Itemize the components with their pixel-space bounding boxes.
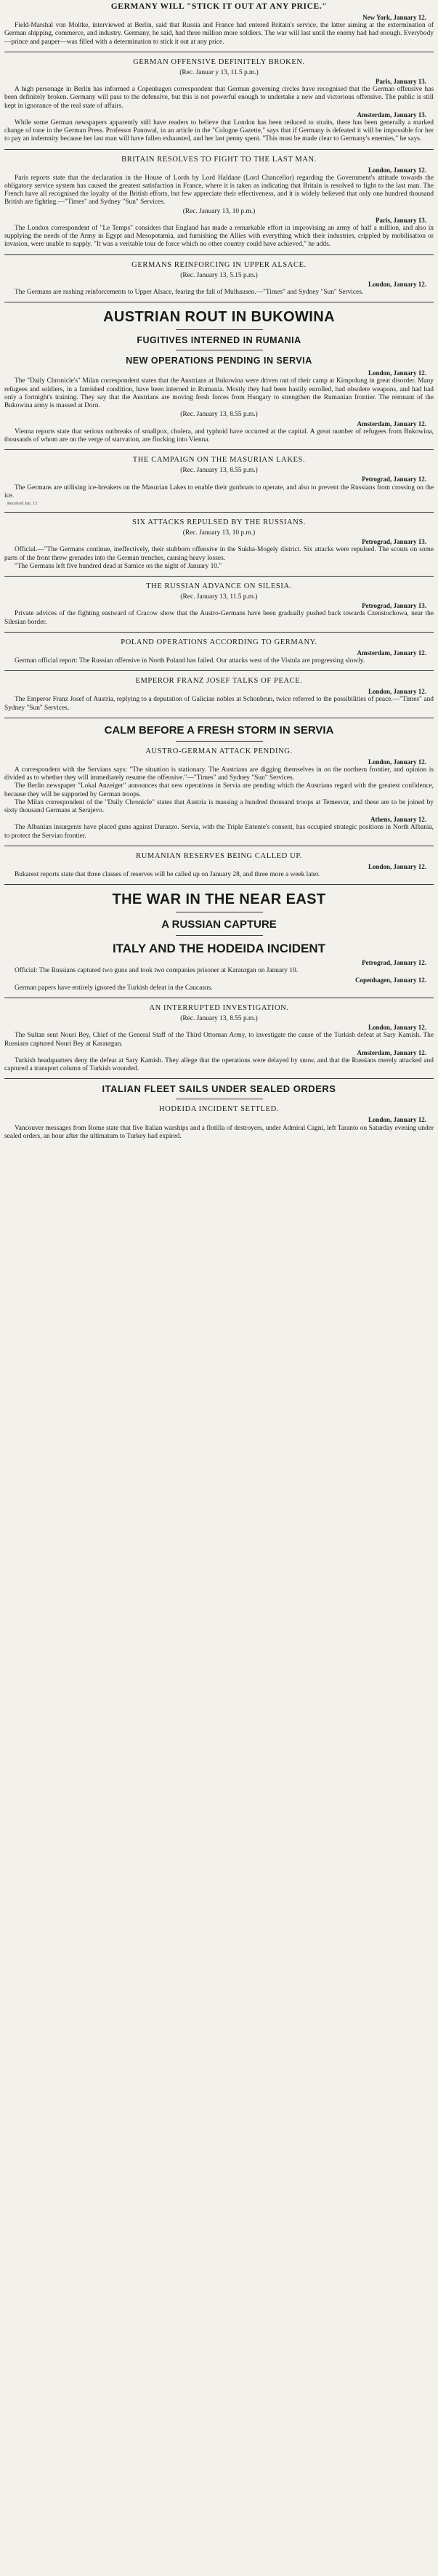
section-rule bbox=[4, 254, 434, 255]
headline-rumanian-reserves: RUMANIAN RESERVES BEING CALLED UP. bbox=[136, 851, 302, 860]
subheadline-russian-capture: A RUSSIAN CAPTURE bbox=[161, 918, 277, 931]
subheadline-italy-hodeida: ITALY AND THE HODEIDA INCIDENT bbox=[112, 942, 326, 956]
dateline: Petrograd, January 12. bbox=[362, 959, 426, 967]
subheadline-fugitives: FUGITIVES INTERNED IN RUMANIA bbox=[137, 335, 301, 346]
dateline: Amsterdam, January 12. bbox=[357, 420, 426, 428]
dateline: London, January 12. bbox=[368, 862, 426, 870]
article-paragraph: The Berlin newspaper "Lokal Anzeiger" announces that new operations in Servia are pending which the Austrians regard with the greatest confidence, because they will be supported by German troops. bbox=[4, 782, 434, 798]
article-paragraph: The Milan correspondent of the "Daily Chronicle" states that Austria is massing a hundred thousand troops at Temesvar, and these are to be joined by sixty thousand Germans at Serajevo. bbox=[4, 798, 434, 814]
article-paragraph: "The Germans left five hundred dead at Samice on the night of January 10." bbox=[15, 562, 222, 570]
section-rule bbox=[4, 149, 434, 150]
received-stamp: Received Jan. 13 bbox=[7, 501, 37, 506]
received-line: (Rec. January 13, 11.5 p.m.) bbox=[180, 593, 258, 601]
short-rule bbox=[176, 741, 263, 742]
received-line: (Rec. January 13, 10 p.m.) bbox=[182, 529, 256, 537]
dateline: London, January 12. bbox=[368, 1024, 426, 1032]
subheadline-attack-pending: AUSTRO-GERMAN ATTACK PENDING. bbox=[145, 747, 293, 755]
headline-six-attacks: SIX ATTACKS REPULSED BY THE RUSSIANS. bbox=[132, 518, 306, 526]
article-paragraph: Vancouver messages from Rome state that five Italian warships and a flotilla of destroyers, under Admiral Cagni, left Taranto on Saturday evening under sealed orders, an hour after the ultimatum to Turkey had expired. bbox=[4, 1124, 434, 1140]
article-paragraph: The Germans are rushing reinforcements to Upper Alsace, fearing the fall of Mulhausen.—"Times" and Sydney "Sun" Services. bbox=[15, 289, 364, 297]
article-paragraph: German official report: The Russian offensive in North Poland has failed. Our attacks west of the Vistula are progressing slowly. bbox=[15, 657, 365, 665]
article-paragraph: The Sultan sent Nouri Bey, Chief of the General Staff of the Third Ottoman Army, to investigate the cause of the Turkish defeat at Sary Kamish. The Russians captured Nouri Bey at Karaurgan. bbox=[4, 1032, 434, 1048]
dateline: London, January 12. bbox=[368, 369, 426, 377]
section-rule bbox=[4, 576, 434, 577]
headline-german-offensive: GERMAN OFFENSIVE DEFINITELY BROKEN. bbox=[133, 57, 305, 66]
headline-italian-fleet: ITALIAN FLEET SAILS UNDER SEALED ORDERS bbox=[102, 1083, 336, 1095]
headline-austrian-rout: AUSTRIAN ROUT IN BUKOWINA bbox=[103, 309, 335, 326]
article-paragraph: Official: The Russians captured two guns and took two companies prisoner at Karaurgan on January 10. bbox=[15, 967, 299, 975]
top-headline: GERMANY WILL "STICK IT OUT AT ANY PRICE." bbox=[110, 2, 328, 11]
headline-masurian-lakes: THE CAMPAIGN ON THE MASURIAN LAKES. bbox=[132, 456, 306, 465]
headline-upper-alsace: GERMANS REINFORCING IN UPPER ALSACE. bbox=[131, 260, 307, 269]
dateline: Amsterdam, January 13. bbox=[357, 111, 426, 119]
dateline: London, January 12. bbox=[368, 688, 426, 696]
dateline: Copenhagen, January 12. bbox=[354, 976, 426, 984]
received-line: (Rec. January 13, 8.55 p.m.) bbox=[180, 467, 258, 475]
dateline: New York, January 12. bbox=[362, 14, 426, 21]
dateline: Amsterdam, January 12. bbox=[357, 1048, 426, 1056]
dateline: Petrograd, January 13. bbox=[362, 538, 426, 546]
newspaper-page bbox=[4, 0, 434, 1141]
dateline: Athens, January 12. bbox=[370, 816, 426, 824]
article-paragraph: A high personage in Berlin has informed a Copenhagen correspondent that German governing circles have recognised that the German offensive has been definitely broken. Germany will pass to the defensive, but this is not powerful enough to undertake a new and victorious offensive. The public is still kept in ignorance of the real state of affairs. bbox=[4, 86, 434, 110]
article-paragraph: Bukarest reports state that three classes of reserves will be called up on January 28, and three more a week later. bbox=[15, 871, 320, 878]
article-paragraph: Official.—"The Germans continue, ineffectively, their stubborn offensive in the Sukha-Mogely district. Six attacks were repulsed. The scouts on some parts of the front threw grenades into the German trenches, causing heavy losses. bbox=[4, 546, 434, 562]
article-paragraph: German papers have entirely ignored the Turkish defeat in the Caucasus. bbox=[15, 984, 213, 992]
dateline: London, January 12. bbox=[368, 1116, 426, 1124]
short-rule bbox=[176, 935, 263, 936]
dateline: London, January 12. bbox=[368, 280, 426, 288]
dateline: London, January 12. bbox=[368, 166, 426, 174]
headline-near-east: THE WAR IN THE NEAR EAST bbox=[112, 891, 326, 908]
section-rule bbox=[4, 1078, 434, 1079]
section-rule bbox=[4, 632, 434, 633]
received-line: (Rec. Januar y 13, 11.5 p.m.) bbox=[179, 68, 259, 76]
headline-poland-operations: POLAND OPERATIONS ACCORDING TO GERMANY. bbox=[121, 638, 317, 646]
headline-interrupted-investigation: AN INTERRUPTED INVESTIGATION. bbox=[149, 1004, 289, 1013]
headline-calm-servia: CALM BEFORE A FRESH STORM IN SERVIA bbox=[104, 723, 334, 737]
article-paragraph: The London correspondent of "Le Temps" considers that England has made a remarkable effort in improvising an army of half a million, and also in supplying the needs of the Army in Egypt and Mesopotamia, and furnishing the Allies with everything which their industries, crippled by mobilisation or invasion, were unable to supply. "It was a veritable tour de force which no other country could have achieved," he adds. bbox=[4, 225, 434, 249]
article-paragraph: Paris reports state that the declaration in the House of Lords by Lord Haldane (Lord Chancellor) regarding the Government's attitude towards the obligatory service system has caused the greatest satisfaction in France, where it is taken as indicating that Britain is resolved to fight to the last man. The French have all recognised the loyalty of the British efforts, but few appreciate their effectiveness, and it is widely believed that only one hundred thousand British are fighting.—"Times" and Sydney "Sun" Services. bbox=[4, 174, 434, 206]
headline-franz-josef: EMPEROR FRANZ JOSEF TALKS OF PEACE. bbox=[135, 677, 303, 686]
headline-britain-resolves: BRITAIN RESOLVES TO FIGHT TO THE LAST MAN. bbox=[121, 155, 317, 164]
dateline: London, January 12. bbox=[368, 758, 426, 766]
article-paragraph: The Emperor Franz Josef of Austria, replying to a deputation of Galician nobles at Schonbrun, twice referred to the possibilities of peace.—"Times" and Sydney "Sun" Services. bbox=[4, 696, 434, 712]
article-paragraph: Vienna reports state that serious outbreaks of smallpox, cholera, and typhoid have occurred at the capital. A great number of refugees from Bukowina, thousands of whom are on the verge of starvation, are flocking into Vienna. bbox=[4, 428, 434, 444]
short-rule bbox=[176, 329, 263, 330]
article-paragraph: While some German newspapers apparently still have readers to believe that London has been reduced to straits, there has been generally a marked change of tone in the German Press. Professor Pannwal, in an article in the "Cologne Gazette," says that if Germany is defeated it will be impossible for her to pay an indemnity because her last man will have fallen exhausted, and her last penny spent. "This must be made clear to Germany's enemies," he says. bbox=[4, 119, 434, 143]
section-rule bbox=[4, 670, 434, 671]
dateline: Paris, January 13. bbox=[375, 216, 426, 224]
dateline: Petrograd, January 13. bbox=[362, 602, 426, 610]
section-rule bbox=[4, 512, 434, 513]
article-paragraph: The "Daily Chronicle's" Milan correspondent states that the Austrians at Bukowina were driven out of their camp at Kimpolung in great disorder. Many refugees and soldiers, in a famished condition, have been interned in Rumania. Mostly they had been hastily enrolled, had obsolete weapons, and had had only a fortnight's training. They say that the Austrians are moving fresh forces from Hungary to strengthen the Rumanian frontier. The remnant of the Bukowina army is massed at Dorn. bbox=[4, 377, 434, 410]
subheadline-hodeida-settled: HODEIDA INCIDENT SETTLED. bbox=[159, 1105, 279, 1114]
section-rule bbox=[4, 449, 434, 450]
headline-russian-advance: THE RUSSIAN ADVANCE ON SILESIA. bbox=[146, 582, 292, 590]
received-line: (Rec. January 13, 8.55 p.m.) bbox=[180, 1015, 258, 1023]
article-paragraph: A correspondent with the Servians says: "The situation is stationary. The Austrians are digging themselves in on the northern frontier, and opinion is divided as to whether they will immediately resume the offensive."—"Times" and Sydney "Sun" Services. bbox=[4, 766, 434, 782]
received-line: (Rec. January 13, 10 p.m.) bbox=[182, 207, 256, 215]
article-paragraph: Field-Marshal von Moltke, interviewed at Berlin, said that Russia and France had entered Britain's service, the latter aiming at the extermination of German shipping, commerce, and industry. Germany, he said, had three million more soldiers. The war will last until the enemy had had enough. Everybody—prince and pauper—was filled with a determination to stick it out at any price. bbox=[4, 22, 434, 46]
article-paragraph: The Albanian insurgents have placed guns against Durazzo. Servia, with the Triple Entente's consent, has occupied strategic positions in North Albania, to protect the Servian frontier. bbox=[4, 824, 434, 840]
dateline: Amsterdam, January 12. bbox=[357, 649, 426, 657]
section-rule bbox=[4, 884, 434, 885]
subheadline-servia-operations: NEW OPERATIONS PENDING IN SERVIA bbox=[126, 356, 312, 366]
received-line: (Rec. January 13, 5.15 p.m.) bbox=[180, 271, 258, 279]
dateline: Petrograd, January 12. bbox=[362, 476, 426, 483]
dateline: Paris, January 13. bbox=[375, 78, 426, 86]
article-paragraph: The Germans are utilising ice-breakers on the Masurian Lakes to enable their gunboats to operate, and also to prevent the Russians from crossing on the ice. bbox=[4, 483, 434, 499]
received-line: (Rec. January 13, 8.55 p.m.) bbox=[180, 411, 258, 419]
article-paragraph: Private advices of the fighting eastward of Cracow show that the Austro-Germans have been gradually pushed back towards Czenstochowa, near the Silesian border. bbox=[4, 610, 434, 626]
article-paragraph: Turkish headquarters deny the defeat at Sary Kamish. They allege that the operations were delayed by snow, and that the Russians merely attacked and captured a transport column of Turkish wounded. bbox=[4, 1057, 434, 1073]
